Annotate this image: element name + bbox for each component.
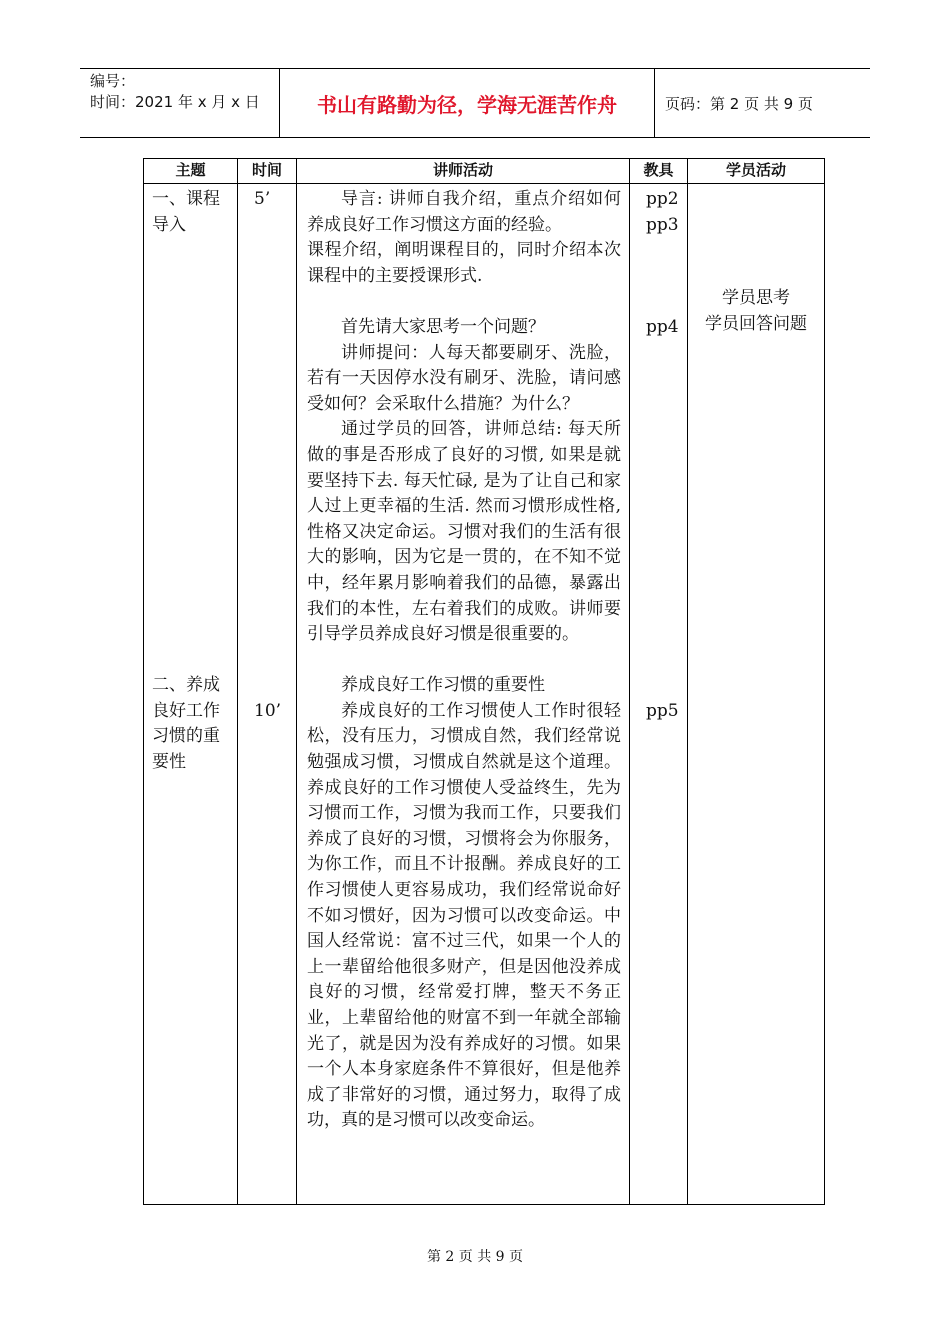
topic-cell (144, 184, 238, 1205)
header-teacher-activity: 讲师活动 (297, 159, 630, 184)
section1-topic: 一、课程导入 (152, 189, 220, 235)
course-text: 课程介绍，阐明课程目的，同时介绍本次课程中的主要授课形式. (307, 240, 621, 286)
tool-item: pp2 (646, 189, 679, 209)
page-label: 页码：第 2 页 共 9 页 (665, 94, 813, 113)
question-text: 讲师提问：人每天都要刷牙、洗脸，若有一天因停水没有刷牙、洗脸，请问感受如何？会采取什么措施？为什么？ (307, 342, 621, 414)
header-tools: 教具 (630, 159, 688, 184)
section2-title: 养成良好工作习惯的重要性 (341, 675, 545, 696)
section2-topic: 二、养成良好工作习惯的重要性 (152, 675, 220, 772)
teacher-activity-cell (297, 184, 630, 1205)
page-footer: 第 2 页 共 9 页 (426, 1249, 524, 1265)
student-answer: 学员回答问题 (705, 313, 807, 334)
code-label: 编号： (90, 72, 136, 90)
header-topic: 主题 (144, 159, 238, 184)
page-header (80, 68, 870, 138)
intro-text: 导言: 讲师自我介绍，重点介绍如何养成良好工作习惯这方面的经验。 (307, 189, 621, 235)
table-header-row (144, 159, 825, 184)
table-row (144, 184, 825, 1205)
section1-time: 5’ (254, 189, 271, 209)
student-activity-cell (688, 184, 825, 1205)
date-label: 时间：2021 年 x 月 x 日 (90, 93, 260, 111)
question-intro-text: 首先请大家思考一个问题？ (341, 316, 545, 337)
section2-time: 10’ (254, 700, 282, 721)
header-time: 时间 (238, 159, 297, 184)
summary-text: 通过学员的回答，讲师总结: 每天所做的事是否形成了良好的习惯, 如果是就要坚持下去. 每天忙碌, 是为了让自己和家人过上更幸福的生活. 然而习惯形成性格, 性格又决定命运。习惯对我们的生活有很大的影响，因为它是一贯的，在不知不觉中，经年累月影响着我们的品德，暴露出我们的本性，左右着我们的成败。讲师要引导学员养成良好习惯是很重要的。 (307, 419, 621, 645)
lesson-table (143, 158, 825, 1205)
tool-item: pp4 (646, 317, 679, 338)
tool-item: pp3 (646, 214, 679, 235)
motto: 书山有路勤为径，学海无涯苦作舟 (280, 69, 655, 137)
time-cell (238, 184, 297, 1205)
tools-cell (630, 184, 688, 1205)
header-meta (80, 69, 280, 137)
tool-item: pp5 (646, 700, 679, 721)
header-student-activity: 学员活动 (688, 159, 825, 184)
student-think: 学员思考 (722, 288, 790, 308)
section2-body: 养成良好的工作习惯使人工作时很轻松，没有压力，习惯成自然，我们经常说勉强成习惯，习惯成自然就是这个道理。养成良好的工作习惯使人受益终生，先为习惯而工作，习惯为我而工作，只要我们养成了良好的习惯，习惯将会为你服务，为你工作，而且不计报酬。养成良好的工作习惯使人更容易成功，我们经常说命好不如习惯好，因为习惯可以改变命运。中国人经常说：富不过三代，如果一个人的上一辈留给他很多财产，但是因他没养成良好的习惯，经常爱打牌，整天不务正业，上辈留给他的财富不到一年就全部输光了，就是因为没有养成好的习惯。如果一个人本身家庭条件不算很好，但是他养成了非常好的习惯，通过努力，取得了成功，真的是习惯可以改变命运。 (307, 700, 621, 1131)
